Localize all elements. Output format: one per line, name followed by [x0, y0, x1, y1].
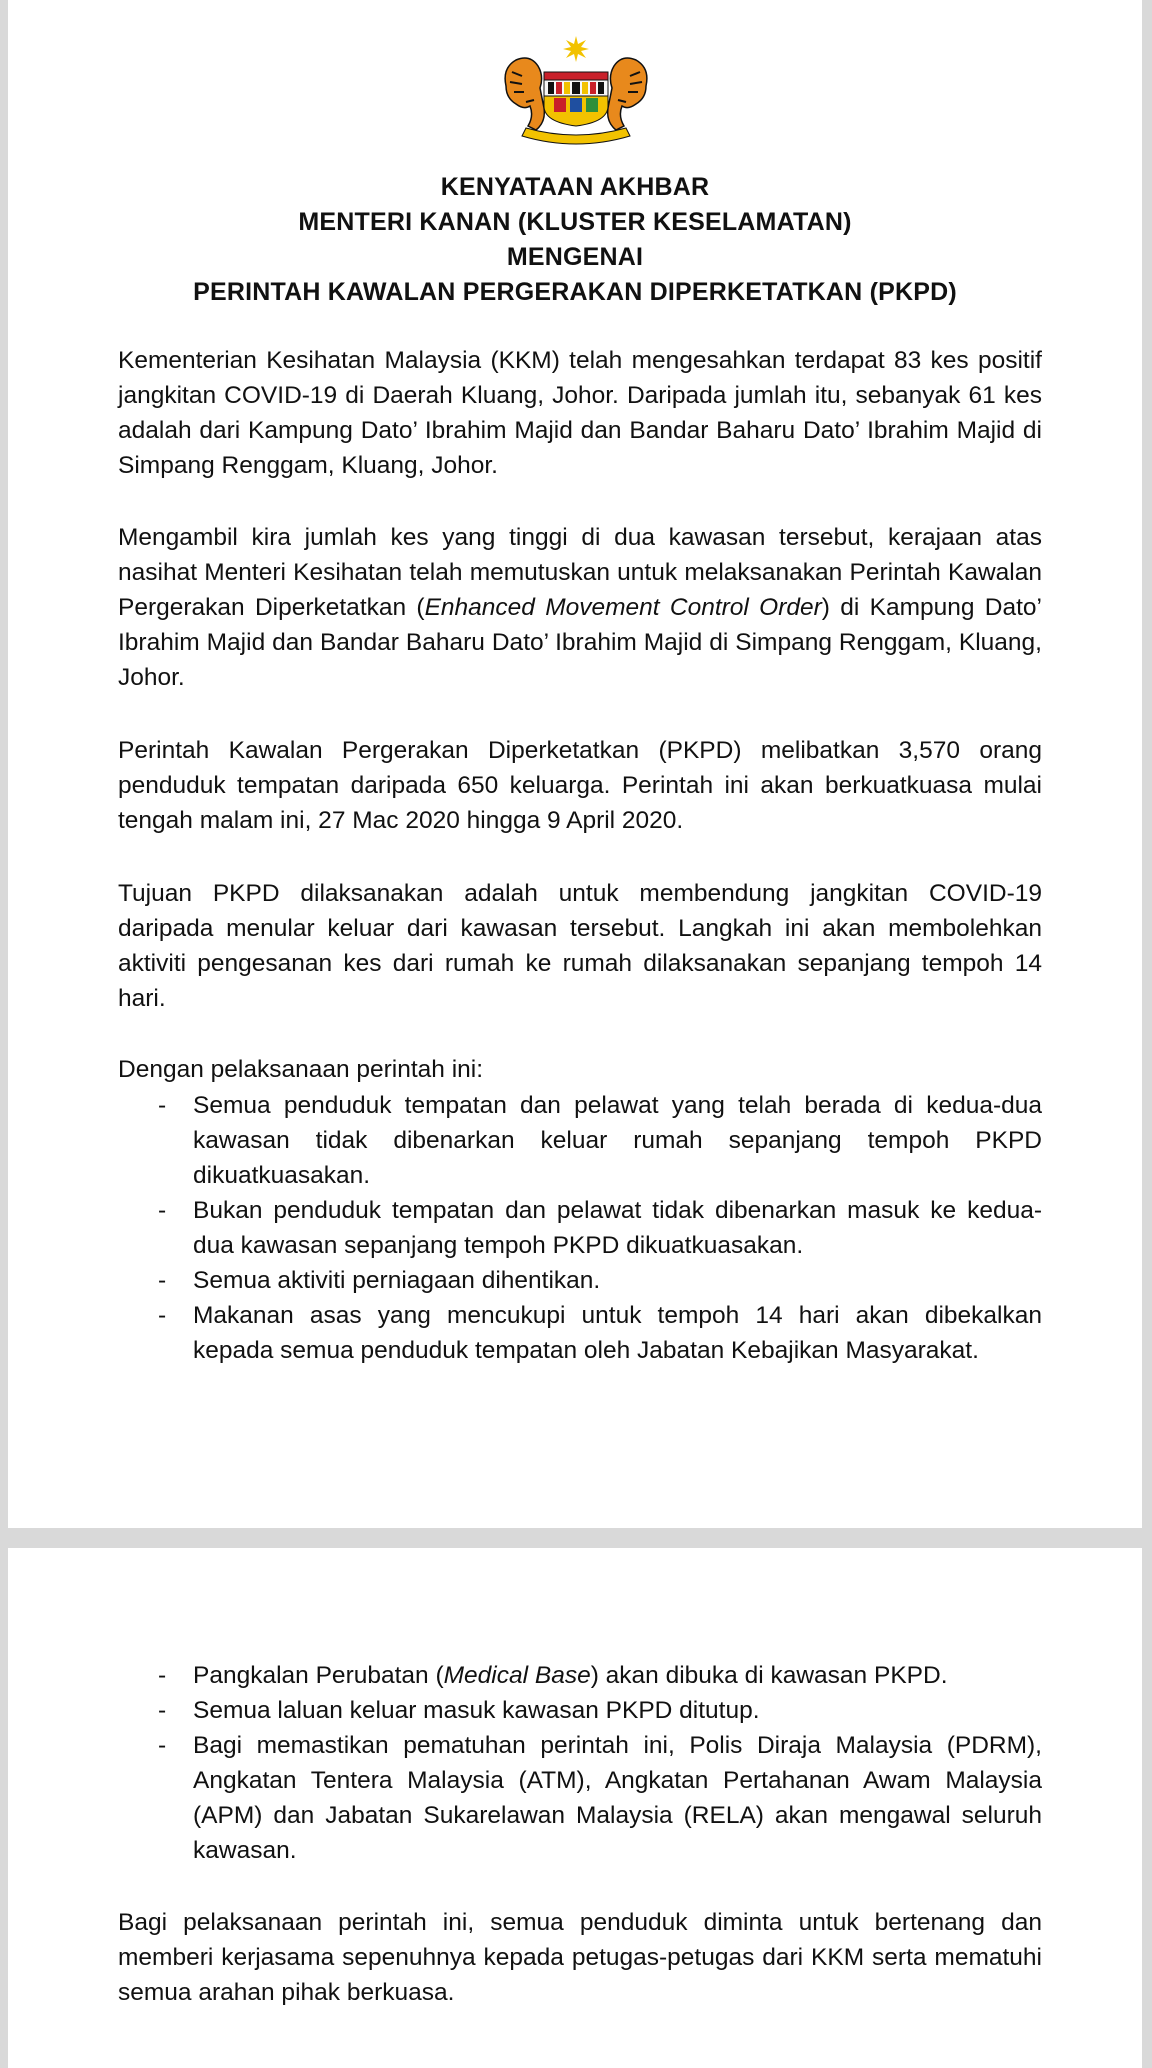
- list-item-text: Bukan penduduk tempatan dan pelawat tidak dibenarkan masuk ke kedua-dua kawasan sepanjang tempoh PKPD dikuatkuasakan.: [193, 1197, 1042, 1259]
- list-item-text: Semua penduduk tempatan dan pelawat yang telah berada di kedua-dua kawasan tidak dibenarkan keluar rumah sepanjang tempoh PKPD dikuatkuasakan.: [193, 1092, 1042, 1189]
- heading-line-3: MENGENAI: [506, 243, 644, 271]
- heading-line-4: PERINTAH KAWALAN PERGERAKAN DIPERKETATKAN (PKPD): [193, 278, 957, 306]
- paragraph-2-italic-term: Enhanced Movement Control Order: [424, 594, 822, 621]
- list-item-text-start: Pangkalan Perubatan (: [193, 1662, 444, 1689]
- list-item: [118, 1658, 1042, 1693]
- list-item: [118, 1693, 1042, 1728]
- list-item-text: Bagi memastikan pematuhan perintah ini, Polis Diraja Malaysia (PDRM), Angkatan Tentera Malaysia (ATM), Angkatan Pertahanan Awam Malaysia (APM) dan Jabatan Sukarelawan Malaysia (RELA) akan mengawal seluruh kawasan.: [193, 1732, 1042, 1864]
- list-item: [118, 1193, 1042, 1263]
- list-item-text-end: ) akan dibuka di kawasan PKPD.: [590, 1662, 948, 1689]
- paragraph-2-text-end: ) di Kampung Dato’ Ibrahim Majid dan Bandar Baharu Dato’ Ibrahim Majid di Simpang Renggam, Kluang, Johor.: [118, 594, 1042, 691]
- heading-line-2: MENTERI KANAN (KLUSTER KESELAMATAN): [298, 208, 852, 236]
- list-item-text: Semua laluan keluar masuk kawasan PKPD ditutup.: [193, 1697, 760, 1724]
- paragraph-2-text-start: Mengambil kira jumlah kes yang tinggi di dua kawasan tersebut, kerajaan atas nasihat Menteri Kesihatan telah memutuskan untuk melaksanakan Perintah Kawalan Pergerakan Diperketatkan (: [118, 524, 1042, 621]
- bullet-dash: -: [158, 1732, 167, 1759]
- paragraph-2: [118, 520, 1042, 695]
- press-release-heading: [8, 170, 1142, 310]
- bullet-dash: -: [158, 1267, 167, 1294]
- closing-paragraph: Bagi pelaksanaan perintah ini, semua penduduk diminta untuk bertenang dan memberi kerjasama sepenuhnya kepada petugas-petugas dari KKM serta mematuhi semua arahan pihak berkuasa.: [118, 1909, 1042, 2006]
- heading-line-1: KENYATAAN AKHBAR: [440, 173, 710, 201]
- bullet-dash: -: [158, 1302, 167, 1329]
- paragraph-4: Tujuan PKPD dilaksanakan adalah untuk membendung jangkitan COVID-19 daripada menular keluar dari kawasan tersebut. Langkah ini akan membolehkan aktiviti pengesanan kes dari rumah ke rumah dilaksanakan sepanjang tempoh 14 hari.: [118, 880, 1042, 1012]
- document-page-2: [8, 1548, 1142, 2068]
- paragraph-1: Kementerian Kesihatan Malaysia (KKM) telah mengesahkan terdapat 83 kes positif jangkitan COVID-19 di Daerah Kluang, Johor. Daripada jumlah itu, sebanyak 61 kes adalah dari Kampung Dato’ Ibrahim Majid dan Bandar Baharu Dato’ Ibrahim Majid di Simpang Renggam, Kluang, Johor.: [118, 347, 1042, 479]
- list-item-text: Makanan asas yang mencukupi untuk tempoh 14 hari akan dibekalkan kepada semua penduduk tempatan oleh Jabatan Kebajikan Masyarakat.: [193, 1302, 1042, 1364]
- list-item: [118, 1088, 1042, 1193]
- coat-of-arms-icon: [496, 36, 656, 148]
- document-page-1: [8, 0, 1142, 1528]
- paragraph-3: Perintah Kawalan Pergerakan Diperketatkan (PKPD) melibatkan 3,570 orang penduduk tempatan daripada 650 keluarga. Perintah ini akan berkuatkuasa mulai tengah malam ini, 27 Mac 2020 hingga 9 April 2020.: [118, 737, 1042, 834]
- bullet-dash: -: [158, 1662, 167, 1689]
- bullet-dash: -: [158, 1697, 167, 1724]
- bullet-list-page-1: [118, 1088, 1042, 1368]
- list-item-italic-term: Medical Base: [443, 1662, 591, 1689]
- bullet-list-page-2: [118, 1658, 1042, 1868]
- list-item: [118, 1728, 1042, 1868]
- list-item-text: Semua aktiviti perniagaan dihentikan.: [193, 1267, 601, 1294]
- list-intro: Dengan pelaksanaan perintah ini:: [118, 1056, 484, 1083]
- bullet-dash: -: [158, 1197, 167, 1224]
- bullet-dash: -: [158, 1092, 167, 1119]
- list-item: [118, 1263, 1042, 1298]
- list-item: [118, 1298, 1042, 1368]
